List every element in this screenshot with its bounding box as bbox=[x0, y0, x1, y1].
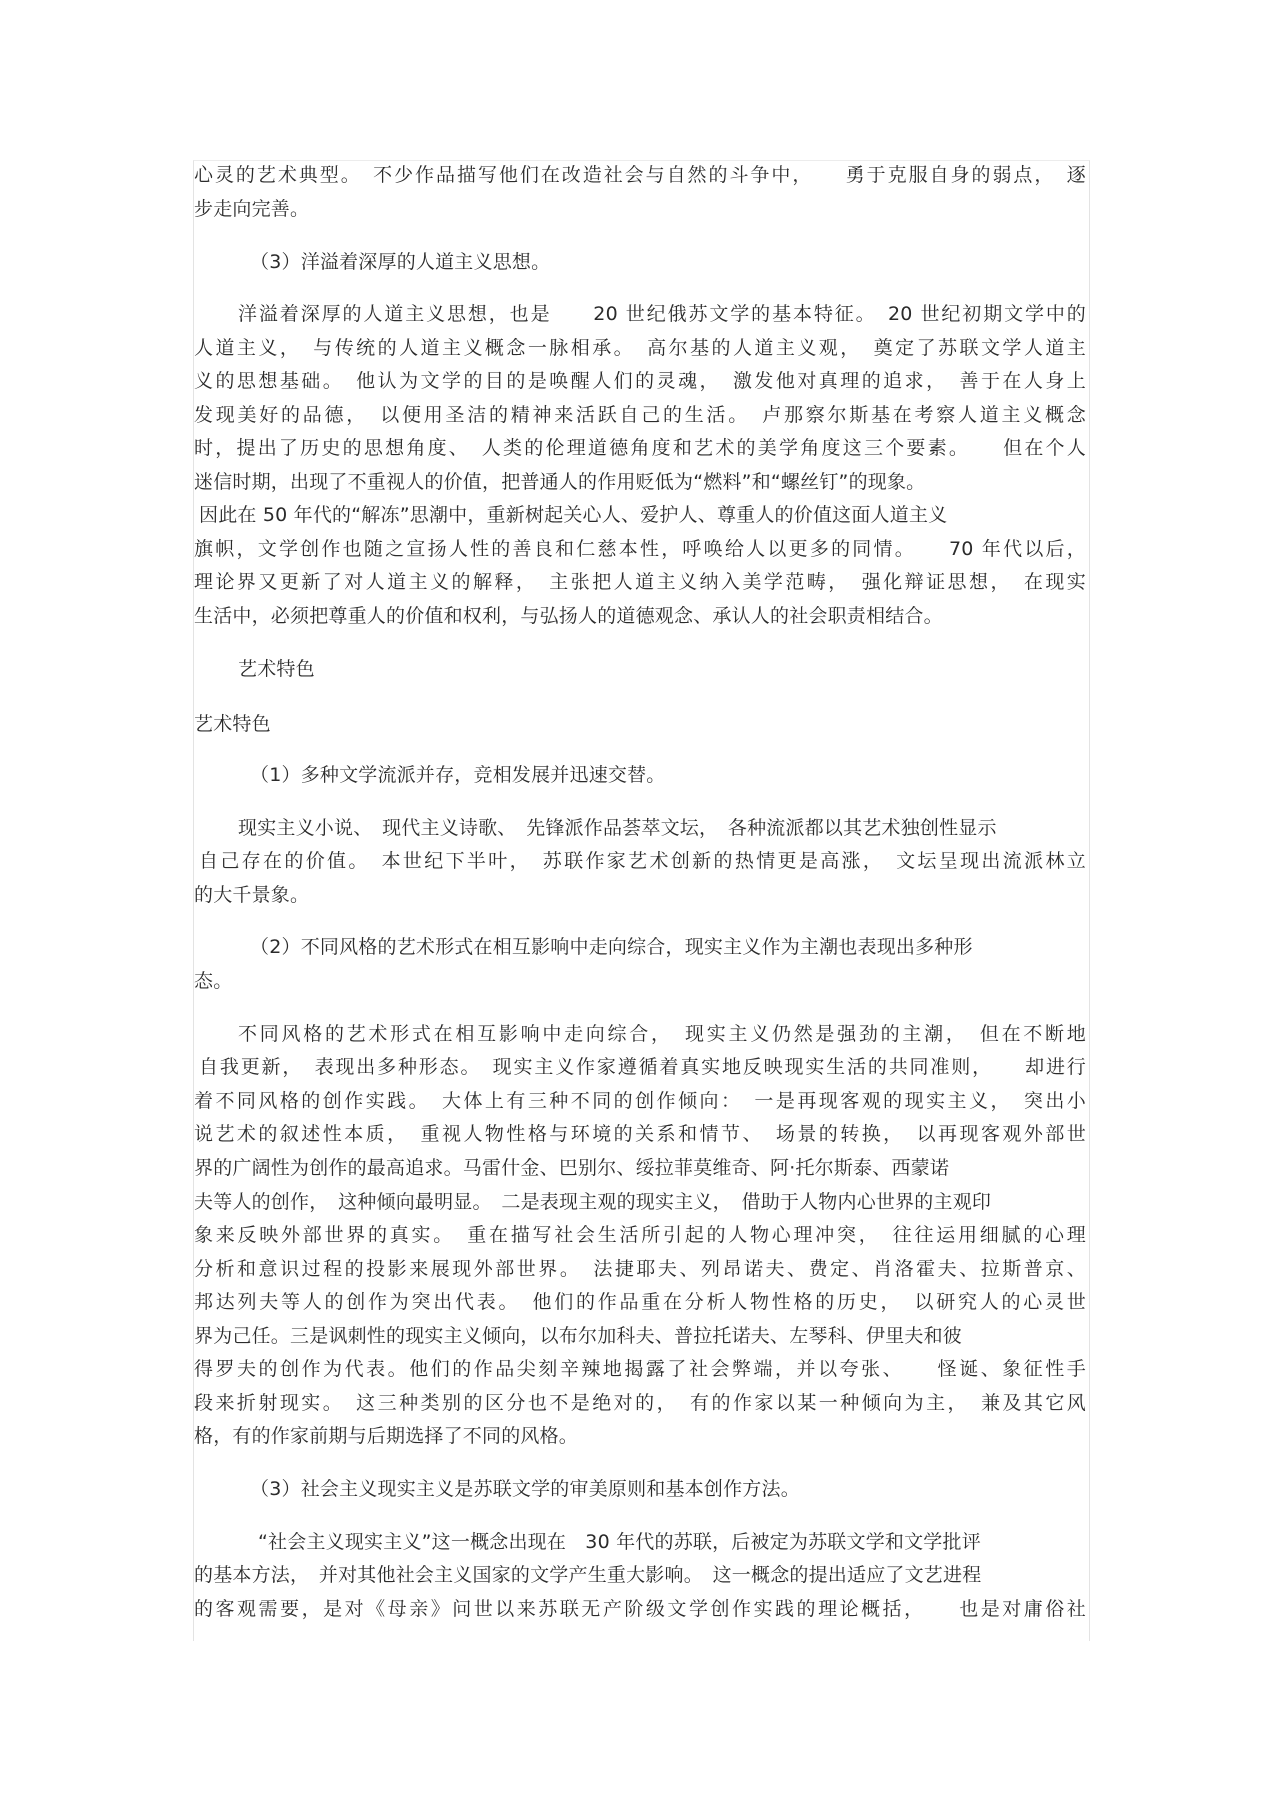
text-line: 因此在 50 年代的“解冻”思潮中，重新树起关心人、爱护人、尊重人的价值这面人道主义 bbox=[199, 504, 948, 526]
text-line: 格，有的作家前期与后期选择了不同的风格。 bbox=[194, 1425, 579, 1447]
text-line: 自己存在的价值。 本世纪下半叶， 苏联作家艺术创新的热情更是高涨， 文坛呈现出流派林立 bbox=[199, 850, 1086, 872]
section-heading: （2）不同风格的艺术形式在相互影响中走向综合，现实主义作为主潮也表现出多种形 bbox=[250, 936, 973, 958]
text-line: “社会主义现实主义”这一概念出现在 30 年代的苏联，后被定为苏联文学和文学批评 bbox=[258, 1531, 981, 1553]
text-line: 夫等人的创作， 这种倾向最明显。 二是表现主观的现实主义， 借助于人物内心世界的主观印 bbox=[194, 1191, 992, 1213]
text-line: 的基本方法， 并对其他社会主义国家的文学产生重大影响。 这一概念的提出适应了文艺进程 bbox=[194, 1564, 982, 1586]
text-line: 的客观需要，是对《母亲》问世以来苏联无产阶级文学创作实践的理论概括， 也是对庸俗社 bbox=[194, 1598, 1086, 1620]
text-line: 段来折射现实。 这三种类别的区分也不是绝对的， 有的作家以某一种倾向为主， 兼及其它风 bbox=[194, 1392, 1086, 1414]
text-line: 不同风格的艺术形式在相互影响中走向综合， 现实主义仍然是强劲的主潮， 但在不断地 bbox=[238, 1023, 1086, 1045]
text-line: 的大千景象。 bbox=[194, 884, 310, 906]
text-line: 态。 bbox=[194, 970, 233, 992]
text-line: 心灵的艺术典型。 不少作品描写他们在改造社会与自然的斗争中， 勇于克服自身的弱点， 逐 bbox=[194, 164, 1086, 186]
text-line: 理论界又更新了对人道主义的解释， 主张把人道主义纳入美学范畴， 强化辩证思想， 在现实 bbox=[194, 571, 1086, 593]
section-heading: 艺术特色 bbox=[194, 713, 271, 735]
text-line: 邦达列夫等人的创作为突出代表。 他们的作品重在分析人物性格的历史， 以研究人的心灵世 bbox=[194, 1291, 1086, 1313]
section-heading: （1）多种文学流派并存，竞相发展并迅速交替。 bbox=[250, 764, 666, 786]
text-line: 义的思想基础。 他认为文学的目的是唤醒人们的灵魂， 激发他对真理的追求， 善于在人身上 bbox=[194, 370, 1086, 392]
text-line: 迷信时期，出现了不重视人的价值，把普通人的作用贬低为“燃料”和“螺丝钉”的现象。 bbox=[194, 471, 926, 493]
section-heading: （3）洋溢着深厚的人道主义思想。 bbox=[250, 251, 551, 273]
text-line: 旗帜，文学创作也随之宣扬人性的善良和仁慈本性，呼唤给人以更多的同情。 70 年代以后， bbox=[194, 538, 1086, 560]
section-heading: 艺术特色 bbox=[238, 658, 315, 680]
text-line: 人道主义， 与传统的人道主义概念一脉相承。 高尔基的人道主义观， 奠定了苏联文学人道主 bbox=[194, 337, 1086, 359]
text-line: 界为己任。三是讽刺性的现实主义倾向，以布尔加科夫、普拉托诺夫、左琴科、伊里夫和彼 bbox=[194, 1325, 963, 1347]
text-line: 界的广阔性为创作的最高追求。马雷什金、巴别尔、绥拉菲莫维奇、阿·托尔斯泰、西蒙诺 bbox=[194, 1157, 950, 1179]
text-line: 象来反映外部世界的真实。 重在描写社会生活所引起的人物心理冲突， 往往运用细腻的心理 bbox=[194, 1224, 1086, 1246]
text-line: 得罗夫的创作为代表。他们的作品尖刻辛辣地揭露了社会弊端，并以夸张、 怪诞、象征性手 bbox=[194, 1358, 1086, 1380]
text-line: 步走向完善。 bbox=[194, 198, 310, 220]
text-line: 发现美好的品德， 以便用圣洁的精神来活跃自己的生活。 卢那察尔斯基在考察人道主义概念 bbox=[194, 404, 1086, 426]
text-line: 时，提出了历史的思想角度、 人类的伦理道德角度和艺术的美学角度这三个要素。 但在个人 bbox=[194, 437, 1086, 459]
text-line: 现实主义小说、 现代主义诗歌、 先锋派作品荟萃文坛， 各种流派都以其艺术独创性显示 bbox=[238, 817, 997, 839]
text-line: 着不同风格的创作实践。 大体上有三种不同的创作倾向： 一是再现客观的现实主义， 突出小 bbox=[194, 1090, 1086, 1112]
text-line: 洋溢着深厚的人道主义思想，也是 20 世纪俄苏文学的基本特征。 20 世纪初期文学中的 bbox=[238, 303, 1086, 325]
text-line: 自我更新， 表现出多种形态。 现实主义作家遵循着真实地反映现实生活的共同准则， 却进行 bbox=[199, 1056, 1086, 1078]
text-line: 生活中，必须把尊重人的价值和权利，与弘扬人的道德观念、承认人的社会职责相结合。 bbox=[194, 605, 943, 627]
text-line: 分析和意识过程的投影来展现外部世界。 法捷耶夫、列昂诺夫、费定、肖洛霍夫、拉斯普京、 bbox=[194, 1258, 1086, 1280]
text-line: 说艺术的叙述性本质， 重视人物性格与环境的关系和情节、 场景的转换， 以再现客观外部世 bbox=[194, 1123, 1086, 1145]
section-heading: （3）社会主义现实主义是苏联文学的审美原则和基本创作方法。 bbox=[250, 1478, 800, 1500]
